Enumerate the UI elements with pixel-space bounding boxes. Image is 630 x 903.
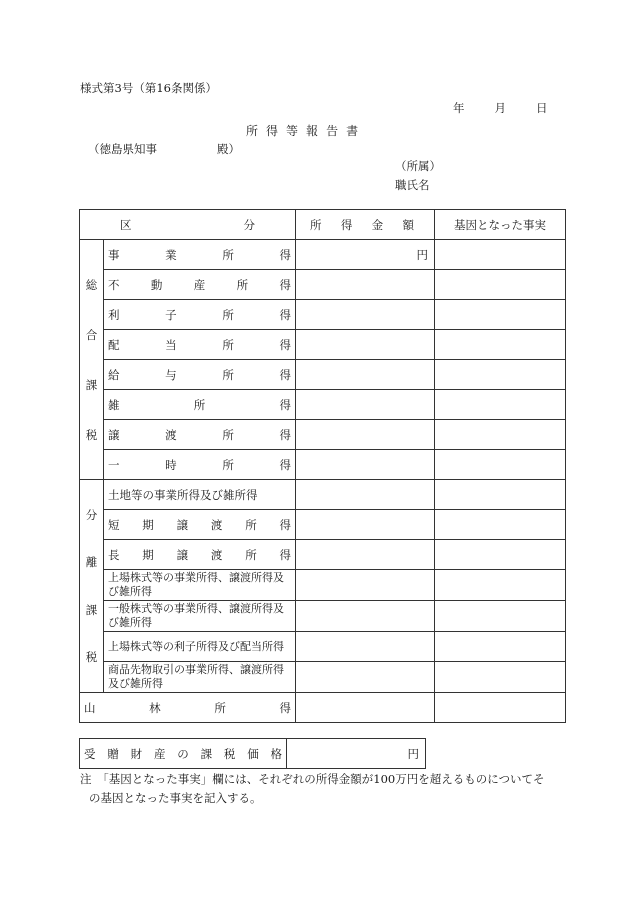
footnote-line1: 注 「基因となった事実」欄には、それぞれの所得金額が100万円を超えるものについてそ [80,772,545,786]
group-label-comprehensive: 総 合 課 税 [80,240,104,480]
table-row [80,662,566,693]
amount-field[interactable] [296,450,435,480]
footnote [80,770,550,808]
amount-field[interactable]: 円 [296,240,435,270]
row-label: 一 時 所 得 [104,450,296,480]
amount-field[interactable] [296,300,435,330]
amount-field[interactable] [296,390,435,420]
row-label: 一般株式等の事業所得、譲渡所得及び雑所得 [104,601,296,632]
date-day-label: 日 [536,101,548,115]
amount-field[interactable] [296,510,435,540]
fact-field[interactable] [435,540,566,570]
group-label-separate: 分 離 課 税 [80,480,104,693]
addressee: （徳島県知事 殿） [88,142,240,156]
name-label: 職氏名 [395,178,430,192]
table-header-row [80,210,566,240]
row-label: 短 期 譲 渡 所 得 [104,510,296,540]
table-row [80,480,566,510]
amount-field[interactable] [296,540,435,570]
header-category: 区 分 [80,210,296,240]
table-row [80,300,566,330]
amount-field[interactable] [296,420,435,450]
fact-field[interactable] [435,570,566,601]
fact-field[interactable] [435,330,566,360]
table-row [80,360,566,390]
table-row [80,240,566,270]
table-row [80,450,566,480]
date-month-label: 月 [494,101,506,115]
income-table [79,209,566,723]
form-number: 様式第3号（第16条関係） [80,81,217,95]
row-label: 上場株式等の事業所得、譲渡所得及び雑所得 [104,570,296,601]
amount-field[interactable] [296,480,435,510]
fact-field[interactable] [435,480,566,510]
row-label-forest: 山 林 所 得 [80,693,296,723]
table-row [80,420,566,450]
row-label: 土地等の事業所得及び雑所得 [104,480,296,510]
gift-table [79,738,426,769]
row-label: 雑 所 得 [104,390,296,420]
fact-field[interactable] [435,270,566,300]
row-label: 商品先物取引の事業所得、譲渡所得及び雑所得 [104,662,296,693]
row-label: 給 与 所 得 [104,360,296,390]
fact-field[interactable] [435,240,566,270]
fact-field[interactable] [435,360,566,390]
table-row [80,739,426,769]
fact-field[interactable] [435,510,566,540]
gift-label: 受 贈 財 産 の 課 税 価 格 [80,739,287,769]
footnote-line2: の基因となった事実を記入する。 [89,791,262,805]
fact-field[interactable] [435,662,566,693]
row-label: 譲 渡 所 得 [104,420,296,450]
date-line [453,100,548,116]
row-label: 事 業 所 得 [104,240,296,270]
amount-field[interactable] [296,693,435,723]
fact-field[interactable] [435,693,566,723]
fact-field[interactable] [435,420,566,450]
header-fact: 基因となった事実 [435,210,566,240]
fact-field[interactable] [435,601,566,632]
amount-field[interactable] [296,330,435,360]
date-year-label: 年 [453,101,465,115]
amount-field[interactable] [296,270,435,300]
fact-field[interactable] [435,632,566,662]
row-label: 不 動 産 所 得 [104,270,296,300]
row-label: 長 期 譲 渡 所 得 [104,540,296,570]
table-row [80,570,566,601]
amount-field[interactable] [296,570,435,601]
fact-field[interactable] [435,450,566,480]
table-row [80,693,566,723]
affiliation-label: （所属） [395,159,441,173]
header-amount: 所 得 金 額 [296,210,435,240]
amount-field[interactable] [296,632,435,662]
gift-amount-field[interactable]: 円 [287,739,426,769]
row-label: 配 当 所 得 [104,330,296,360]
fact-field[interactable] [435,390,566,420]
fact-field[interactable] [435,300,566,330]
amount-field[interactable] [296,360,435,390]
table-row [80,330,566,360]
table-row [80,601,566,632]
table-row [80,510,566,540]
amount-field[interactable] [296,662,435,693]
table-row [80,270,566,300]
table-row [80,632,566,662]
row-label: 利 子 所 得 [104,300,296,330]
table-row [80,540,566,570]
amount-field[interactable] [296,601,435,632]
table-row [80,390,566,420]
row-label: 上場株式等の利子所得及び配当所得 [104,632,296,662]
document-title: 所得等報告書 [246,124,367,138]
